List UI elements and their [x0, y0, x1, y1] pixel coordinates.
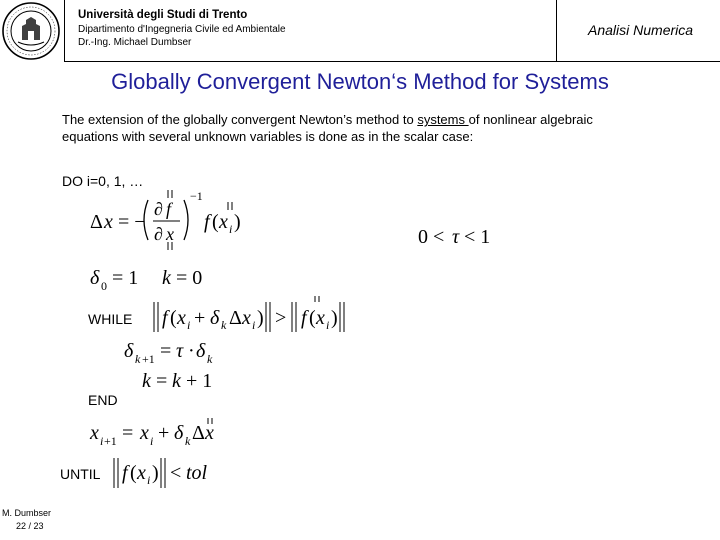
- svg-text:(: (: [130, 462, 137, 484]
- svg-text:δ: δ: [124, 340, 134, 362]
- tau-bounds-formula: [418, 224, 498, 250]
- until-condition-formula: [112, 452, 222, 496]
- svg-text:): ): [331, 307, 338, 329]
- svg-text:δ: δ: [90, 267, 100, 289]
- delta-update-formula: [124, 338, 224, 366]
- svg-text:+1: +1: [142, 352, 155, 366]
- svg-text:Δ: Δ: [90, 211, 103, 233]
- svg-text:): ): [257, 307, 264, 329]
- intro-text: The extension of the globally convergent Newton’s method to: [62, 112, 418, 127]
- svg-text:∂: ∂: [154, 199, 163, 219]
- until-keyword: UNTIL: [60, 466, 101, 482]
- svg-text:(: (: [170, 307, 177, 329]
- svg-text:i: i: [147, 473, 151, 487]
- svg-text:f: f: [166, 199, 172, 219]
- svg-text:k: k: [142, 370, 151, 392]
- svg-text:τ: τ: [452, 226, 460, 248]
- svg-text:i: i: [187, 318, 191, 332]
- svg-text:): ): [234, 211, 241, 233]
- svg-text:δ: δ: [196, 340, 206, 362]
- svg-text:+: +: [158, 422, 170, 444]
- svg-text:i: i: [229, 222, 233, 236]
- svg-text:= 1: = 1: [112, 267, 139, 289]
- svg-text:(: (: [212, 211, 219, 233]
- header-rule: [64, 61, 720, 62]
- svg-text:i: i: [326, 318, 330, 332]
- svg-text:0 <: 0 <: [418, 226, 445, 248]
- svg-text:< 1: < 1: [464, 226, 491, 248]
- svg-text:f: f: [301, 307, 307, 329]
- end-keyword: END: [88, 392, 118, 408]
- svg-text:x: x: [242, 307, 251, 329]
- svg-text:k: k: [172, 370, 181, 392]
- svg-text:x: x: [205, 422, 214, 444]
- svg-text:k: k: [162, 267, 171, 289]
- intro-line-2: equations with several unknown variables is done as in the scalar case:: [62, 129, 474, 144]
- svg-text:x: x: [177, 307, 186, 329]
- intro-text: of nonlinear algebraic: [468, 112, 593, 127]
- svg-text:∂: ∂: [154, 224, 163, 244]
- svg-text:+: +: [194, 307, 206, 329]
- x-update-formula: [88, 418, 218, 450]
- svg-text:=: =: [156, 370, 168, 392]
- svg-text:>: >: [275, 307, 287, 329]
- newton-step-formula: [88, 188, 258, 252]
- svg-text:+1: +1: [104, 434, 117, 448]
- k-increment-formula: [142, 368, 218, 394]
- svg-text:i: i: [252, 318, 256, 332]
- svg-text:·: ·: [188, 340, 195, 362]
- do-keyword: DO i=0, 1, …: [62, 173, 144, 189]
- svg-text:=: =: [122, 422, 134, 444]
- svg-text:<: <: [170, 462, 182, 484]
- intro-line-1: [62, 112, 593, 127]
- svg-text:i: i: [150, 434, 154, 448]
- svg-text:= 0: = 0: [176, 267, 203, 289]
- svg-text:0: 0: [101, 279, 107, 293]
- svg-text:δ: δ: [210, 307, 220, 329]
- svg-text:=: =: [160, 340, 172, 362]
- svg-text:x: x: [166, 224, 174, 244]
- svg-text:k: k: [185, 434, 191, 448]
- svg-text:tol: tol: [186, 462, 208, 484]
- svg-text:(: (: [309, 307, 316, 329]
- svg-text:f: f: [162, 307, 168, 329]
- svg-text:Δ: Δ: [229, 307, 242, 329]
- svg-text:f: f: [122, 462, 128, 484]
- university-name: Università degli Studi di Trento: [78, 9, 248, 21]
- while-keyword: WHILE: [88, 311, 133, 327]
- author-label: M. Dumbser: [2, 508, 52, 518]
- svg-text:f: f: [204, 211, 210, 233]
- svg-text:= −: = −: [118, 211, 146, 233]
- svg-text:+ 1: + 1: [186, 370, 213, 392]
- svg-text:Δ: Δ: [192, 422, 205, 444]
- intro-underlined-word: systems: [417, 112, 469, 127]
- svg-text:x: x: [140, 422, 149, 444]
- department-name: Dipartimento d'Ingegneria Civile ed Ambientale: [78, 24, 286, 35]
- svg-text:x: x: [90, 422, 99, 444]
- svg-text:): ): [152, 462, 159, 484]
- slide-title: Globally Convergent Newton‘s Method for Systems: [111, 69, 609, 94]
- svg-text:k: k: [221, 318, 227, 332]
- svg-text:x: x: [219, 211, 228, 233]
- svg-text:i: i: [100, 434, 104, 448]
- svg-text:τ: τ: [176, 340, 184, 362]
- university-seal-logo: [0, 0, 62, 62]
- course-name: Analisi Numerica: [588, 22, 694, 38]
- svg-text:x: x: [316, 307, 325, 329]
- svg-text:x: x: [137, 462, 146, 484]
- svg-text:k: k: [207, 352, 213, 366]
- svg-text:k: k: [135, 352, 141, 366]
- header-divider: [556, 0, 557, 62]
- svg-text:−1: −1: [190, 189, 203, 203]
- svg-text:δ: δ: [174, 422, 184, 444]
- page-number: 22 / 23: [16, 521, 44, 531]
- while-condition-formula: [152, 296, 364, 340]
- header-divider: [64, 0, 65, 62]
- svg-text:x: x: [104, 211, 113, 233]
- professor-name: Dr.-Ing. Michael Dumbser: [78, 37, 192, 48]
- init-formula: [90, 264, 210, 294]
